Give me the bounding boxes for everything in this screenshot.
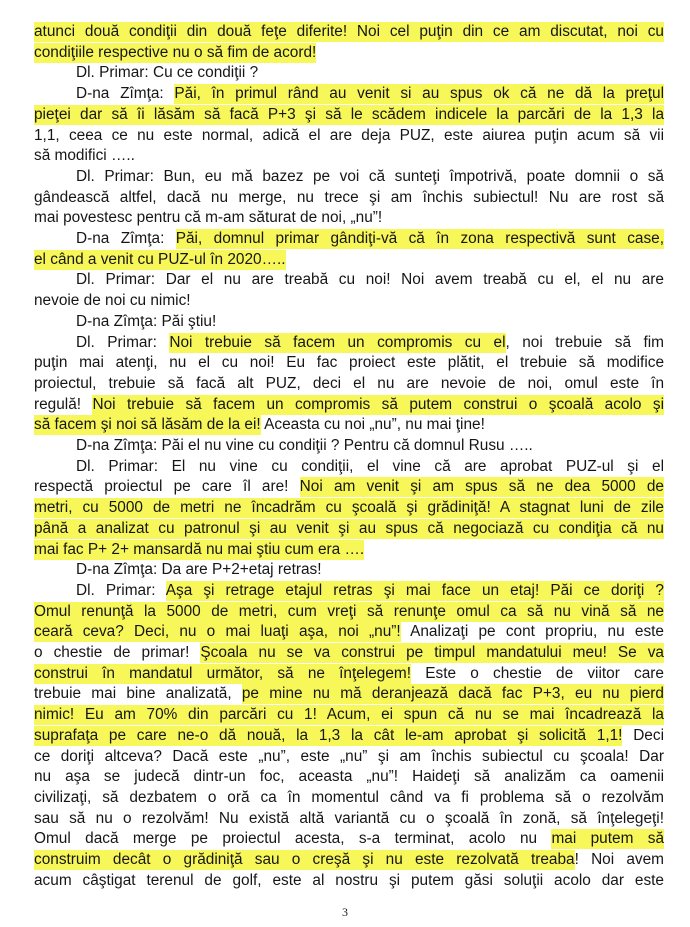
highlighted-text: Aşa şi retrage etajul retras şi mai face un etaj! Păi ce doriţi ? <box>165 581 664 599</box>
text-segment: Dl. Primar: <box>76 581 166 599</box>
text-line <box>34 146 664 166</box>
text-segment: Dl. Primar: <box>76 333 170 351</box>
highlighted-text: Noi am venit şi am spus să ne dea 5000 de <box>299 478 664 496</box>
text-line <box>34 829 664 849</box>
highlighted-text: ceară ceva? Deci, nu o mai luaţi aşa, noi „nu”! <box>34 623 401 641</box>
text-segment: Omul dacă merge pe proiectul acesta, s-a terminat, acolo nu <box>34 830 552 848</box>
text-segment: D-na Zîmţa: Păi ştiu! <box>76 312 217 330</box>
text-line <box>76 229 664 249</box>
text-segment: Dl. Primar: Dar el nu are treabă cu noi! Noi avem treabă cu el, el nu are <box>76 271 664 289</box>
text-line <box>34 767 664 787</box>
text-line <box>34 602 664 622</box>
text-segment: Dl. Primar: Cu ce condiţii ? <box>76 64 259 82</box>
highlighted-text: până a analizat cu patronul şi au venit şi au spus că negociază cu condiţia că nu <box>34 519 664 537</box>
text-line <box>34 684 664 704</box>
highlighted-text: Şcoala nu se va construi pe timpul mandatului meu! Se va <box>200 644 664 661</box>
text-segment: sau să nu o rezolvăm! Nu există altă variantă cu o şcoală în zonă, să înţelegeţi! <box>34 809 664 827</box>
text-line <box>34 105 664 125</box>
text-line <box>34 395 664 415</box>
highlighted-text: Păi, domnul primar gândiţi-vă că în zona respectivă sunt case, <box>175 230 664 247</box>
text-segment: nevoie de noi cu nimic! <box>34 292 191 310</box>
highlighted-text: construim decât o grădiniţă sau o creşă şi nu este rezolvată treaba <box>34 851 575 868</box>
highlighted-text: el când a venit cu PUZ-ul în 2020….. <box>34 250 286 268</box>
text-line <box>34 415 664 435</box>
text-line <box>76 560 664 580</box>
highlighted-text: mai fac P+ 2+ mansardă nu mai ştiu cum era …. <box>34 540 365 558</box>
text-line <box>34 643 664 663</box>
text-line <box>34 664 664 684</box>
text-segment: Este o chestie de viitor care <box>411 664 664 682</box>
text-line <box>34 871 664 891</box>
text-segment: regulă! <box>34 395 93 413</box>
text-line <box>34 353 664 373</box>
text-line <box>76 436 664 456</box>
text-segment: Analizaţi pe cont propriu, nu este <box>400 623 664 641</box>
highlighted-text: Noi trebuie să facem un compromis să putem construi o şcoală acolo şi <box>92 395 664 413</box>
highlighted-text: pieţei dar să îi lăsăm să facă P+3 şi să le scădem indicele la parcări de la 1,3 la <box>34 105 664 123</box>
text-segment: trebuie mai bine analizată, <box>34 685 242 703</box>
highlighted-text: atunci două condiţii din două feţe diferite! Noi cel puţin din ce am discutat, noi cu <box>34 23 664 40</box>
text-line <box>34 374 664 394</box>
text-segment: , noi trebuie să fim <box>505 333 664 351</box>
page-number: 3 <box>342 905 348 919</box>
text-segment: ! Noi avem <box>574 851 664 868</box>
text-line <box>34 850 664 870</box>
text-line <box>76 63 664 83</box>
highlighted-text: Păi, în primul rând au venit si au spus ok că ne dă la preţul <box>174 85 664 103</box>
text-segment: acum câştigat terenul de golf, este al nostru şi putem găsi soluţii acolo dar este <box>34 871 664 889</box>
text-line <box>34 705 664 725</box>
text-line <box>34 291 664 311</box>
text-line <box>34 519 664 539</box>
highlighted-text: mai putem să <box>551 830 665 848</box>
highlighted-text: Noi trebuie să facem un compromis cu el <box>169 333 506 351</box>
text-segment: respectă proiectul pe care îl are! <box>34 478 300 496</box>
text-line <box>76 457 664 477</box>
text-line <box>76 333 664 353</box>
text-segment: o chestie de primar! <box>34 644 201 661</box>
text-line <box>34 622 664 642</box>
text-line <box>34 809 664 829</box>
text-segment: D-na Zîmţa: <box>76 85 175 103</box>
highlighted-text: suprafaţa pe care ne-o dă nouă, la 1,3 la cât le-am aprobat şi solicită 1,1! <box>34 726 623 744</box>
text-segment: ce doriţi altceva? Dacă este „nu”, este „nu” şi am închis subiectul cu şcoala! Dar <box>34 747 664 765</box>
text-segment: Dl. Primar: El nu vine cu condiţii, el vine că are aprobat PUZ-ul şi el <box>76 457 664 475</box>
text-line <box>76 581 664 601</box>
text-segment: 1,1, ceea ce nu este normal, adică el are deja PUZ, este aiurea puţin acum să vii <box>34 126 664 144</box>
text-segment: D-na Zîmţa: Păi el nu vine cu condiţii ? Pentru că domnul Rusu ….. <box>76 437 533 454</box>
text-line <box>34 208 664 228</box>
text-line <box>34 788 664 808</box>
highlighted-text: nimic! Eu am 70% din parcări cu 1! Acum, ei spun că nu se mai încadrează la <box>34 706 664 724</box>
text-line <box>76 270 664 290</box>
highlighted-text: metri, cu 5000 de metri ne încadrăm cu şcoală şi grădiniţă! A stagnat luni de zile <box>34 499 664 517</box>
text-segment: proiectul, trebuie să facă alt PUZ, deci el nu are nevoie de noi, omul este în <box>34 374 664 392</box>
text-line <box>34 43 664 63</box>
text-segment: mai povestesc pentru că m-am săturat de noi, „nu”! <box>34 209 383 227</box>
text-line <box>34 22 664 42</box>
text-line <box>76 167 664 187</box>
text-segment: nu aşa se judecă dintr-un foc, aceasta „nu”! Haideţi să analizăm ca oamenii <box>34 768 664 786</box>
text-line <box>76 312 664 332</box>
text-line <box>34 477 664 497</box>
text-line <box>34 126 664 146</box>
text-segment: gândească altfel, dacă nu merge, nu trece şi am închis subiectul! Nu are rost să <box>34 188 664 206</box>
text-segment: civilizaţi, să dezbatem o oră ca în momentul când va fi problema să o rezolvăm <box>34 788 664 806</box>
text-segment: Dl. Primar: Bun, eu mă bazez pe voi că sunteţi împotrivă, poate domnii o să <box>76 167 664 185</box>
text-line <box>34 747 664 767</box>
highlighted-text: Omul renunţă la 5000 de metri, cum vreţi să renunţe omul ca să nu vină să ne <box>34 602 664 620</box>
text-segment: puţin mai atenţi, nu el cu noi! Eu fac proiect este plătit, el trebuie să modifice <box>34 354 664 372</box>
text-line <box>34 188 664 208</box>
highlighted-text: construi în mandatul următor, să ne înţelegem! <box>34 664 412 682</box>
text-line <box>76 84 664 104</box>
text-segment: D-na Zîmţa: <box>76 230 176 247</box>
highlighted-text: să facem şi noi să lăsăm de la ei! <box>34 416 261 434</box>
text-line <box>34 726 664 746</box>
text-segment: Deci <box>622 726 664 744</box>
text-line <box>34 540 664 560</box>
text-segment: Aceasta cu noi „nu”, nu mai ţine! <box>260 416 485 434</box>
text-segment: să modifici ….. <box>34 147 135 165</box>
text-line <box>34 498 664 518</box>
text-segment: D-na Zîmţa: Da are P+2+etaj retras! <box>76 561 322 579</box>
text-line <box>34 250 664 270</box>
highlighted-text: condiţiile respective nu o să fim de acord! <box>34 43 317 61</box>
highlighted-text: pe mine nu mă deranjează dacă fac P+3, eu nu pierd <box>241 685 664 703</box>
